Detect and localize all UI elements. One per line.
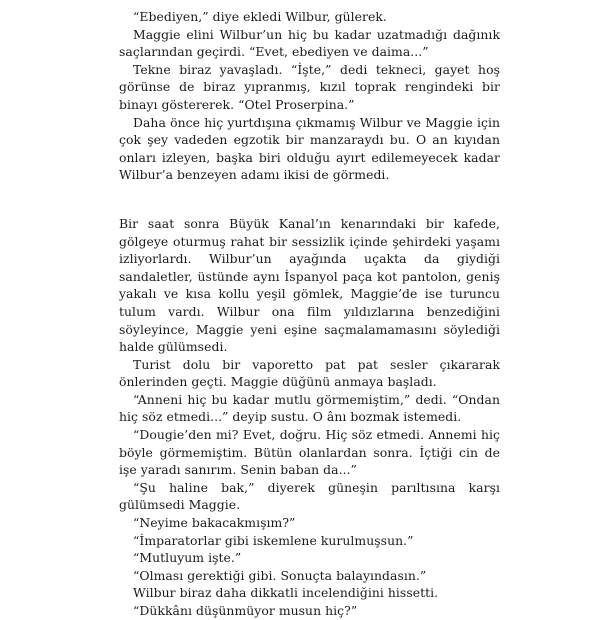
section-hotel-arrival (119, 8, 500, 184)
paragraph: “Anneni hiç bu kadar mutlu görmemiştim,” dedi. “Ondan hiç söz etmedi...” deyip sustu. O ânı bozmak istemedi. (119, 391, 500, 425)
paragraph: “Mutluyum işte.” (133, 550, 242, 566)
paragraph: Bir saat sonra Büyük Kanal’ın kenarındaki bir kafede, gölgeye oturmuş rahat bir sessizlik içinde şehirdeki yaşamı izliyorlardı. Wilbur’un ayağında uçakta da giydiği sandaletler, üstünde aynı İspanyol paça kot pantolon, geniş yakalı ve kısa kollu yeşil gömlek, Maggie’de ise turuncu tulum vardı. Wilbur ona film yıldızlarına benzediğini söyleyince, Maggie yeni eşine saçmalamamasını söylediği halde gülümsedi. (119, 215, 500, 355)
section-break (119, 184, 500, 215)
paragraph: “Ebediyen,” diye ekledi Wilbur, gülerek. (133, 9, 387, 24)
paragraph: Wilbur biraz daha dikkatli incelendiğini hissetti. (133, 585, 439, 601)
section-cafe-scene (119, 215, 500, 620)
paragraph: “Şu haline bak,” diyerek güneşin parıltısına karşı gülümsedi Maggie. (119, 479, 500, 513)
paragraph: “Dükkânı düşünmüyor musun hiç?” (133, 603, 358, 618)
paragraph: “Neyime bakacakmışım?” (133, 515, 296, 531)
paragraph: Turist dolu bir vaporetto pat pat sesler çıkararak önlerinden geçti. Maggie düğünü anmaya başladı. (119, 356, 500, 390)
paragraph: “Olması gerektiği gibi. Sonuçta balayındasın.” (133, 567, 427, 583)
paragraph: Tekne biraz yavaşladı. “İşte,” dedi tekneci, gayet hoş görünse de biraz yıpranmış, kızıl toprak rengindeki bir binayı göstererek. “Otel Proserpina.” (119, 61, 500, 112)
paragraph: Maggie elini Wilbur’un hiç bu kadar uzatmadığı dağınık saçlarından geçirdi. “Evet, ebediyen ve daima...” (119, 26, 500, 60)
paragraph: “İmparatorlar gibi iskemlene kurulmuşsun.” (133, 532, 414, 548)
paragraph: Daha önce hiç yurtdışına çıkmamış Wilbur ve Maggie için çok şey vadeden egzotik bir manzaraydı bu. O an kıyıdan onları izleyen, başka biri olduğu ayırt edilemeyecek kadar Wilbur’a benzeyen adamı ikisi de görmedi. (119, 114, 500, 183)
paragraph: “Dougie’den mi? Evet, doğru. Hiç söz etmedi. Annemi hiç böyle görmemiştim. Bütün olanlardan sonra. İçtiği cin de işe yaradı sanırım. Senin baban da...” (119, 427, 500, 478)
